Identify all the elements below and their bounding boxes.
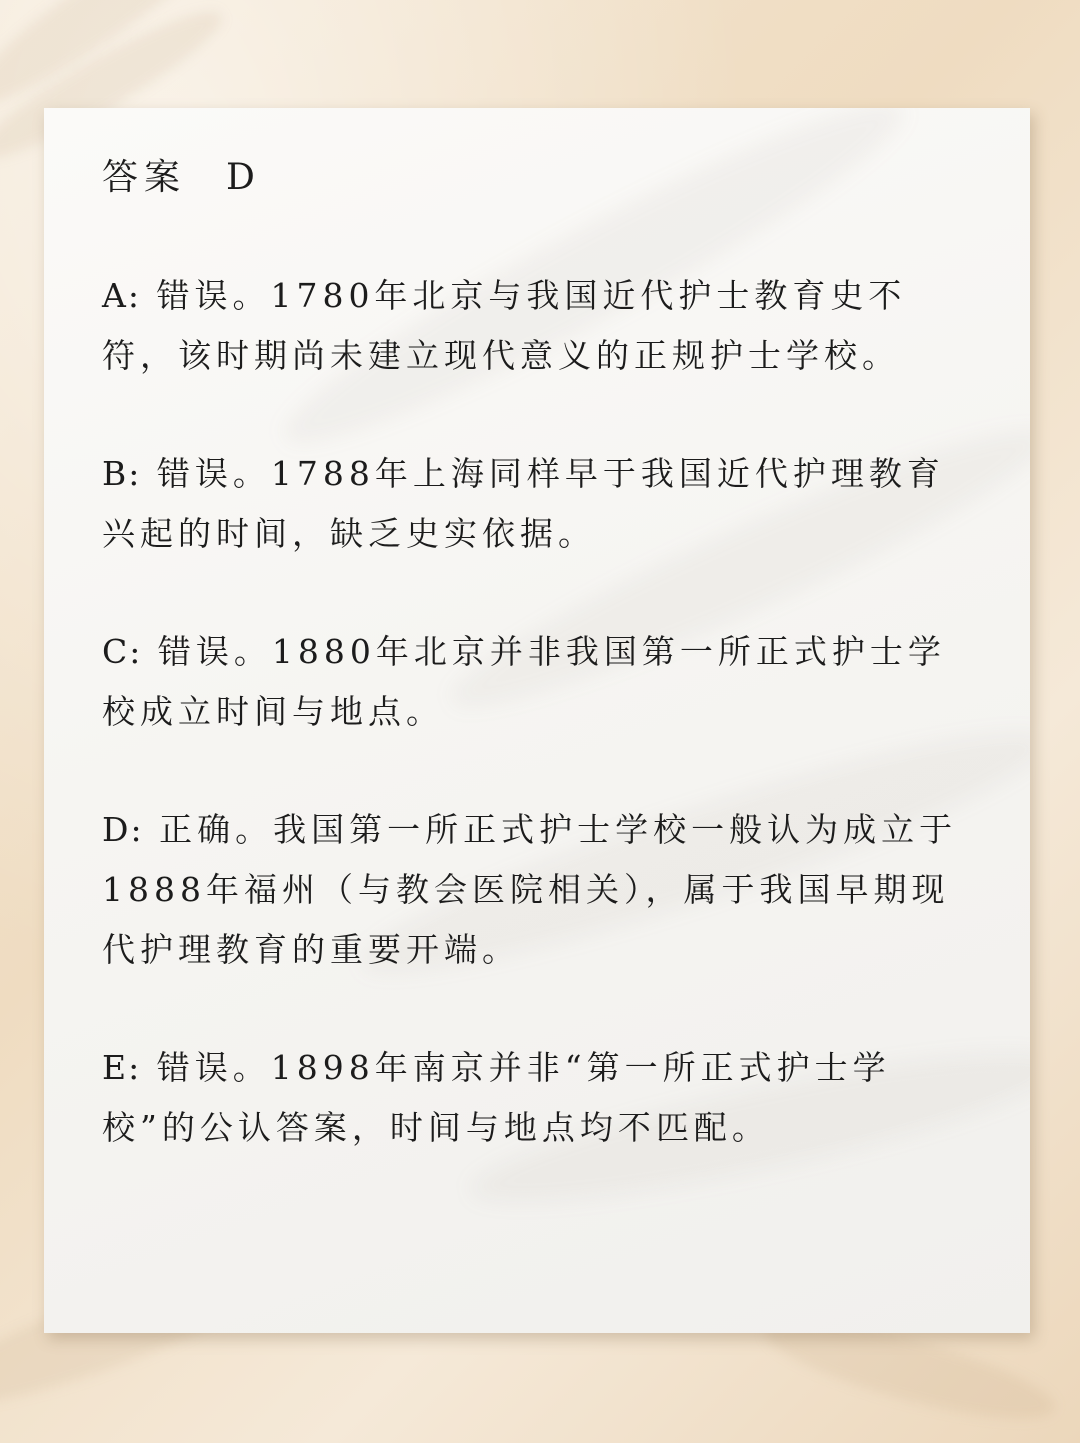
option-key: C:: [102, 632, 143, 671]
note-paper: [44, 108, 1030, 1333]
option-e: [102, 1038, 982, 1158]
option-key: A:: [102, 276, 141, 315]
answer-label: 答案: [102, 157, 187, 198]
option-d: [102, 800, 982, 980]
answer-value: D: [226, 157, 261, 198]
option-text: 正确。我国第一所正式护士学校一般认为成立于1888年福州（与教会医院相关），属于我国早期现代护理教育的重要开端。: [102, 810, 958, 969]
option-key: D:: [102, 810, 144, 849]
option-text: 错误。1780年北京与我国近代护士教育史不符，该时期尚未建立现代意义的正规护士学校。: [102, 276, 907, 375]
option-key: B:: [102, 454, 142, 493]
answer-line: [102, 148, 982, 208]
option-text: 错误。1898年南京并非“第一所正式护士学校”的公认答案，时间与地点均不匹配。: [102, 1048, 891, 1147]
option-text: 错误。1880年北京并非我国第一所正式护士学校成立时间与地点。: [102, 632, 946, 731]
option-a: [102, 266, 982, 386]
option-b: [102, 444, 982, 564]
option-text: 错误。1788年上海同样早于我国近代护理教育兴起的时间，缺乏史实依据。: [102, 454, 945, 553]
option-c: [102, 622, 982, 742]
answer-explanation: [102, 148, 982, 1216]
option-key: E:: [102, 1048, 142, 1087]
